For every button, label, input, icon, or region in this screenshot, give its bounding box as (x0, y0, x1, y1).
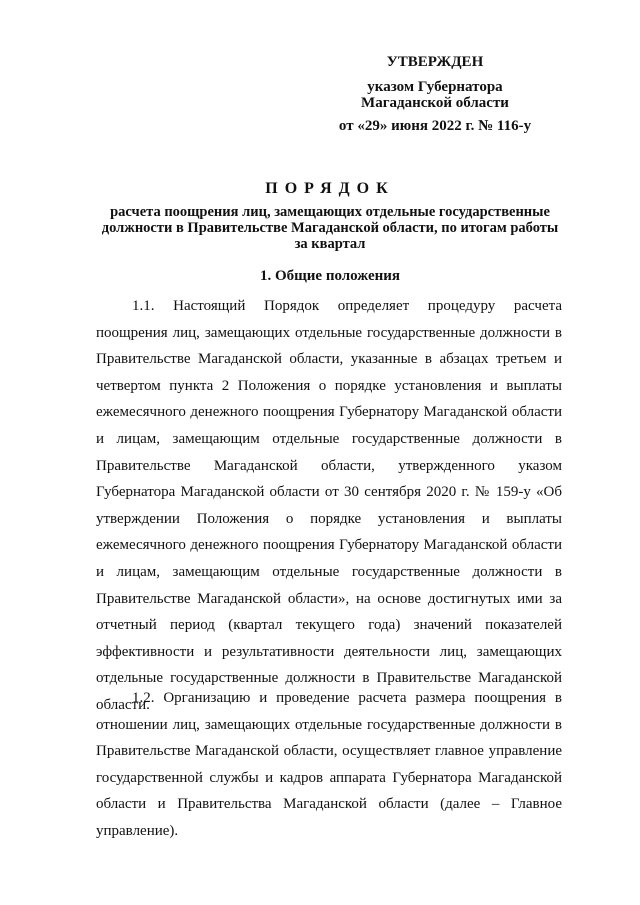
approval-line-decree: указом Губернатора (367, 79, 503, 95)
approval-line-region: Магаданской области (361, 95, 509, 111)
section-heading: 1. Общие положения (259, 268, 401, 284)
paragraph-1-2: 1.2. Организацию и проведение расчета размера поощрения в отношении лиц, замещающих отдельные государственные должности в Правительстве Магаданской области, осуществляет главное управление государственной службы и кадров аппарата Губернатора Магаданской области и Правительства Магаданской области (далее – Главное управление). (96, 690, 562, 839)
approval-line-date: от «29» июня 2022 г. № 116-у (338, 118, 532, 134)
document-subtitle: расчета поощрения лиц, замещающих отдельные государственные должности в Правительстве Магаданской области, по итогам работы за квартал (101, 204, 559, 252)
paragraph-1-1: 1.1. Настоящий Порядок определяет процедуру расчета поощрения лиц, замещающих отдельные государственные должности в Правительстве Магаданской области, указанные в абзацах третьем и четвертом пункта 2 Положения о порядке установления и выплаты ежемесячного денежного поощрения Губернатору Магаданской области и лицам, замещающим отдельные государственные должности в Правительстве Магаданской области, утвержденного указом Губернатора Магаданской области от 30 сентября 2020 г. № 159-у «Об утверждении Положения о порядке установления и выплаты ежемесячного денежного поощрения Губернатору Магаданской области и лицам, замещающим отдельные государственные должности в Правительстве Магаданской области», на основе достигнутых ими за отчетный период (квартал текущего года) значений показателей эффективности и результативности деятельности лиц, замещающих отдельные государственные должности в Правительстве Магаданской области. (96, 298, 562, 713)
approval-title: УТВЕРЖДЕН (386, 54, 484, 70)
document-title: ПОРЯДОК (265, 180, 395, 197)
